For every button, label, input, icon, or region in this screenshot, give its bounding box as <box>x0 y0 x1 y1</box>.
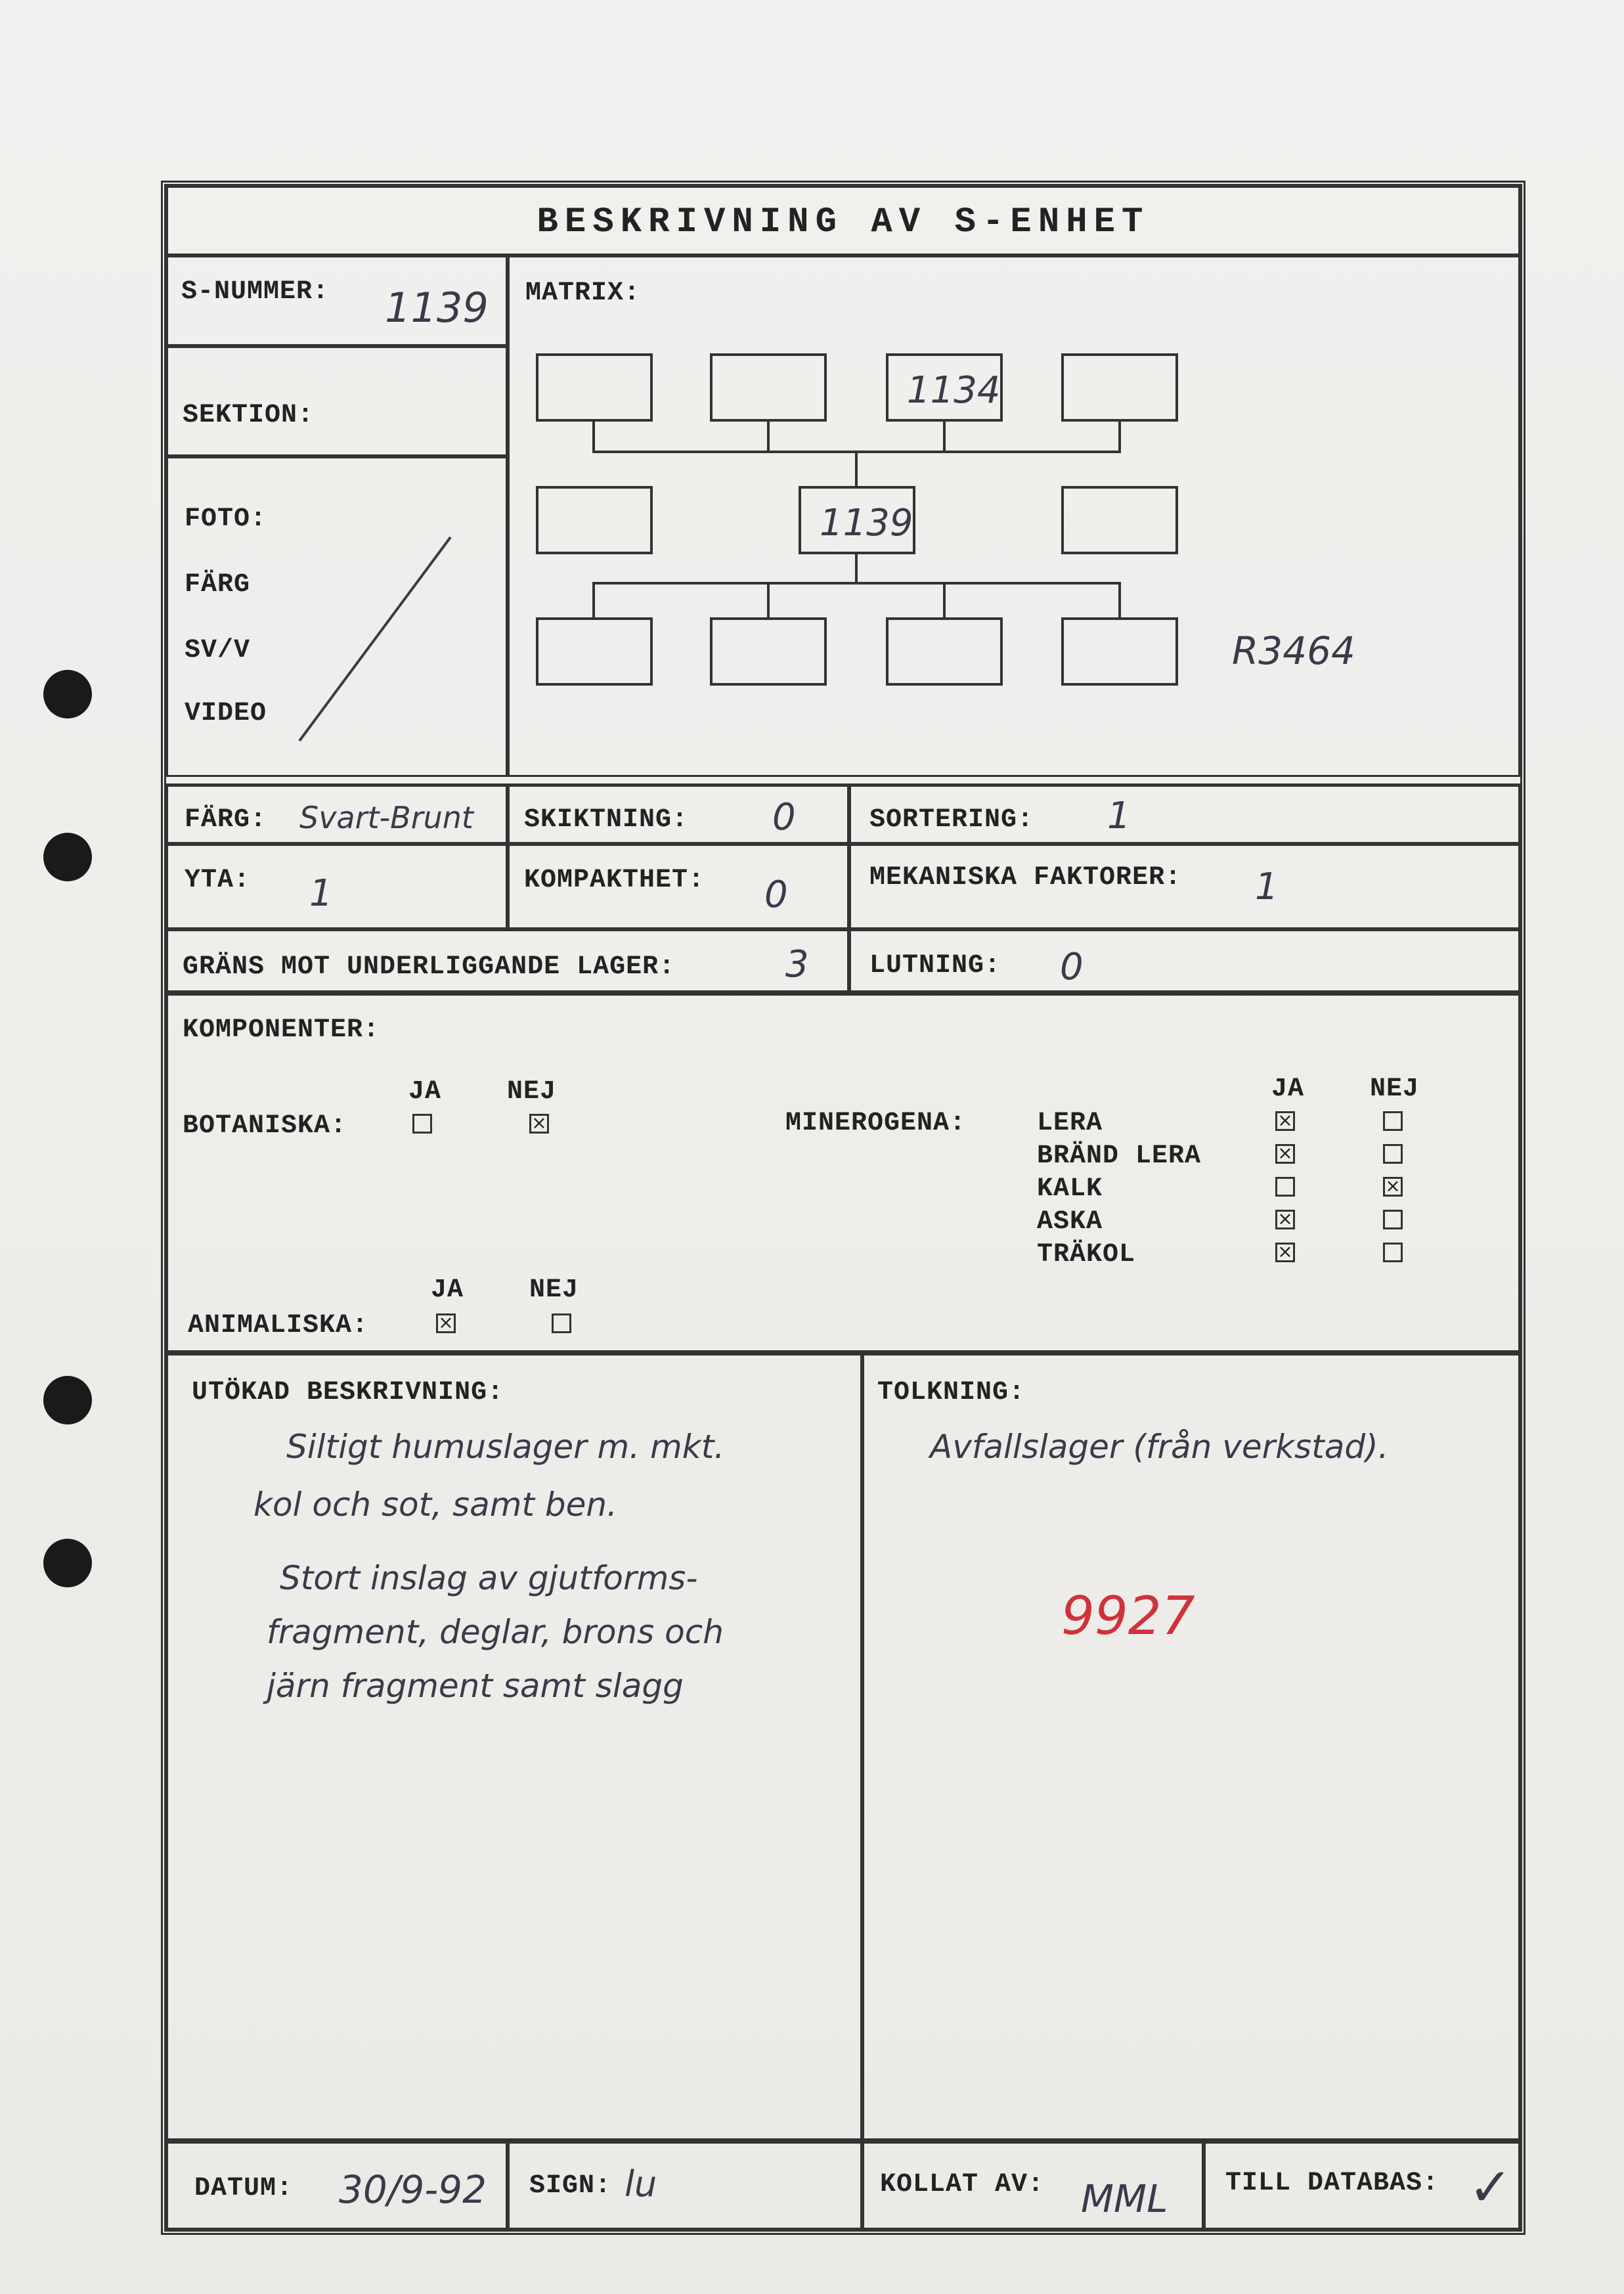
kompakthet-label: KOMPAKTHET: <box>524 866 705 895</box>
binder-hole <box>43 1376 92 1424</box>
matrix-connector <box>592 422 595 452</box>
foto-label: FOTO: <box>185 504 267 534</box>
utokad-line-3: Stort inslag av gjutforms- <box>280 1559 698 1597</box>
minerogena-item-brand-lera: BRÄND LERA <box>1037 1141 1202 1171</box>
animaliska-nej-header: NEJ <box>529 1275 579 1305</box>
aska-ja-checkbox[interactable]: ⨯ <box>1275 1210 1295 1229</box>
farg-value: Svart-Brunt <box>299 800 473 835</box>
brand-lera-nej-checkbox[interactable] <box>1383 1144 1403 1164</box>
matrix-box-bot-1[interactable] <box>536 617 653 686</box>
matrix-top-value: 1134 <box>907 369 1001 412</box>
s-nummer-cell[interactable] <box>166 255 508 346</box>
title-row <box>166 186 1520 255</box>
matrix-mid-value: 1139 <box>820 502 913 544</box>
animaliska-ja-checkbox[interactable]: ⨯ <box>436 1313 456 1333</box>
sign-label: SIGN: <box>529 2171 612 2201</box>
matrix-box-bot-4[interactable] <box>1061 617 1178 686</box>
matrix-box-top-1[interactable] <box>536 353 653 422</box>
lutning-cell[interactable] <box>849 929 1520 992</box>
tolkning-value: Avfallslager (från verkstad). <box>930 1428 1389 1466</box>
grans-cell[interactable] <box>166 929 849 992</box>
sign-cell[interactable] <box>508 2140 862 2230</box>
minerogena-nej-header: NEJ <box>1370 1074 1420 1104</box>
tolkning-label: TOLKNING: <box>877 1378 1026 1407</box>
botaniska-ja-header: JA <box>408 1077 442 1107</box>
matrix-box-mid-1[interactable] <box>536 486 653 554</box>
matrix-connector <box>943 583 946 617</box>
utokad-line-5: järn fragment samt slagg <box>267 1667 684 1705</box>
yta-label: YTA: <box>185 866 251 895</box>
komponenter-cell <box>166 992 1520 1352</box>
matrix-connector <box>592 583 595 617</box>
botaniska-nej-header: NEJ <box>507 1077 557 1107</box>
kompakthet-value: 0 <box>764 873 788 916</box>
kompakthet-cell[interactable] <box>508 844 849 929</box>
slash-mark <box>293 531 457 747</box>
matrix-box-top-3[interactable] <box>886 353 1003 422</box>
grans-label: GRÄNS MOT UNDERLIGGANDE LAGER: <box>183 952 676 982</box>
matrix-box-top-2[interactable] <box>710 353 827 422</box>
mekaniska-value: 1 <box>1255 866 1279 908</box>
lera-nej-checkbox[interactable] <box>1383 1111 1403 1131</box>
minerogena-label: MINEROGENA: <box>785 1109 967 1138</box>
botaniska-nej-checkbox[interactable]: ⨯ <box>529 1114 549 1134</box>
utokad-line-1: Siltigt humuslager m. mkt. <box>286 1428 725 1466</box>
mekaniska-cell[interactable] <box>849 844 1520 929</box>
till-databas-checkmark: ✓ <box>1468 2157 1513 2218</box>
s-nummer-value: 1139 <box>385 284 489 332</box>
binder-hole <box>43 1539 92 1587</box>
trakol-nej-checkbox[interactable] <box>1383 1243 1403 1262</box>
s-nummer-label: S-NUMMER: <box>181 277 330 307</box>
matrix-connector <box>1118 583 1121 617</box>
grans-value: 3 <box>785 943 809 986</box>
brand-lera-ja-checkbox[interactable]: ⨯ <box>1275 1144 1295 1164</box>
foto-option-farg: FÄRG <box>185 570 251 600</box>
binder-hole <box>43 833 92 881</box>
till-databas-label: TILL DATABAS: <box>1225 2169 1439 2198</box>
sektion-cell[interactable] <box>166 346 508 456</box>
komponenter-label: KOMPONENTER: <box>183 1015 380 1045</box>
sektion-label: SEKTION: <box>183 401 315 430</box>
yta-cell[interactable] <box>166 844 508 929</box>
sortering-value: 1 <box>1107 795 1131 837</box>
yta-value: 1 <box>309 872 333 915</box>
matrix-box-bot-3[interactable] <box>886 617 1003 686</box>
lutning-label: LUTNING: <box>869 951 1001 981</box>
lutning-value: 0 <box>1060 946 1084 988</box>
matrix-box-mid-3[interactable] <box>1061 486 1178 554</box>
minerogena-item-kalk: KALK <box>1037 1174 1103 1204</box>
skiktning-value: 0 <box>772 796 796 839</box>
red-number: 9927 <box>1061 1585 1195 1646</box>
matrix-cell <box>508 255 1520 777</box>
datum-cell[interactable] <box>166 2140 508 2230</box>
foto-option-video: VIDEO <box>185 699 267 728</box>
matrix-note: R3464 <box>1232 629 1355 673</box>
matrix-connector <box>767 422 770 452</box>
utokad-cell[interactable] <box>166 1352 862 2140</box>
form-title: BESKRIVNING AV S-ENHET <box>537 202 1150 242</box>
tolkning-cell[interactable] <box>862 1352 1520 2140</box>
trakol-ja-checkbox[interactable]: ⨯ <box>1275 1243 1295 1262</box>
animaliska-nej-checkbox[interactable] <box>552 1313 571 1333</box>
skiktning-cell[interactable] <box>508 783 849 844</box>
foto-cell[interactable] <box>166 456 508 777</box>
kalk-nej-checkbox[interactable]: ⨯ <box>1383 1177 1403 1197</box>
matrix-connector <box>855 554 858 583</box>
form-frame <box>161 181 1525 2235</box>
kollat-cell[interactable] <box>862 2140 1204 2230</box>
botaniska-label: BOTANISKA: <box>183 1111 347 1141</box>
kollat-value: MML <box>1081 2176 1168 2221</box>
kollat-label: KOLLAT AV: <box>880 2170 1045 2199</box>
farg-label: FÄRG: <box>185 805 267 835</box>
sortering-cell[interactable] <box>849 783 1520 844</box>
minerogena-ja-header: JA <box>1271 1074 1305 1104</box>
animaliska-ja-header: JA <box>431 1275 464 1305</box>
farg-cell[interactable] <box>166 783 508 844</box>
matrix-box-mid-2[interactable] <box>799 486 915 554</box>
matrix-connector <box>767 583 770 617</box>
foto-option-svv: SV/V <box>185 636 251 665</box>
mekaniska-label: MEKANISKA FAKTORER: <box>869 863 1182 893</box>
aska-nej-checkbox[interactable] <box>1383 1210 1403 1229</box>
animaliska-label: ANIMALISKA: <box>188 1311 369 1340</box>
till-databas-cell[interactable] <box>1204 2140 1520 2230</box>
utokad-label: UTÖKAD BESKRIVNING: <box>192 1378 504 1407</box>
matrix-label: MATRIX: <box>525 278 641 308</box>
minerogena-item-lera: LERA <box>1037 1109 1103 1138</box>
botaniska-ja-checkbox[interactable] <box>412 1114 432 1134</box>
minerogena-item-trakol: TRÄKOL <box>1037 1240 1136 1269</box>
utokad-line-4: fragment, deglar, brons och <box>267 1613 724 1651</box>
matrix-connector <box>1118 422 1121 452</box>
skiktning-label: SKIKTNING: <box>524 805 689 835</box>
datum-value: 30/9-92 <box>339 2167 487 2212</box>
matrix-box-top-4[interactable] <box>1061 353 1178 422</box>
sign-value: lu <box>625 2163 657 2205</box>
lera-ja-checkbox[interactable]: ⨯ <box>1275 1111 1295 1131</box>
matrix-connector <box>943 422 946 452</box>
sortering-label: SORTERING: <box>869 805 1034 835</box>
datum-label: DATUM: <box>194 2174 294 2203</box>
kalk-ja-checkbox[interactable] <box>1275 1177 1295 1197</box>
matrix-box-bot-2[interactable] <box>710 617 827 686</box>
binder-hole <box>43 670 92 718</box>
matrix-connector <box>592 582 1121 585</box>
matrix-connector <box>855 452 858 486</box>
minerogena-item-aska: ASKA <box>1037 1207 1103 1237</box>
utokad-line-2: kol och sot, samt ben. <box>253 1486 618 1524</box>
